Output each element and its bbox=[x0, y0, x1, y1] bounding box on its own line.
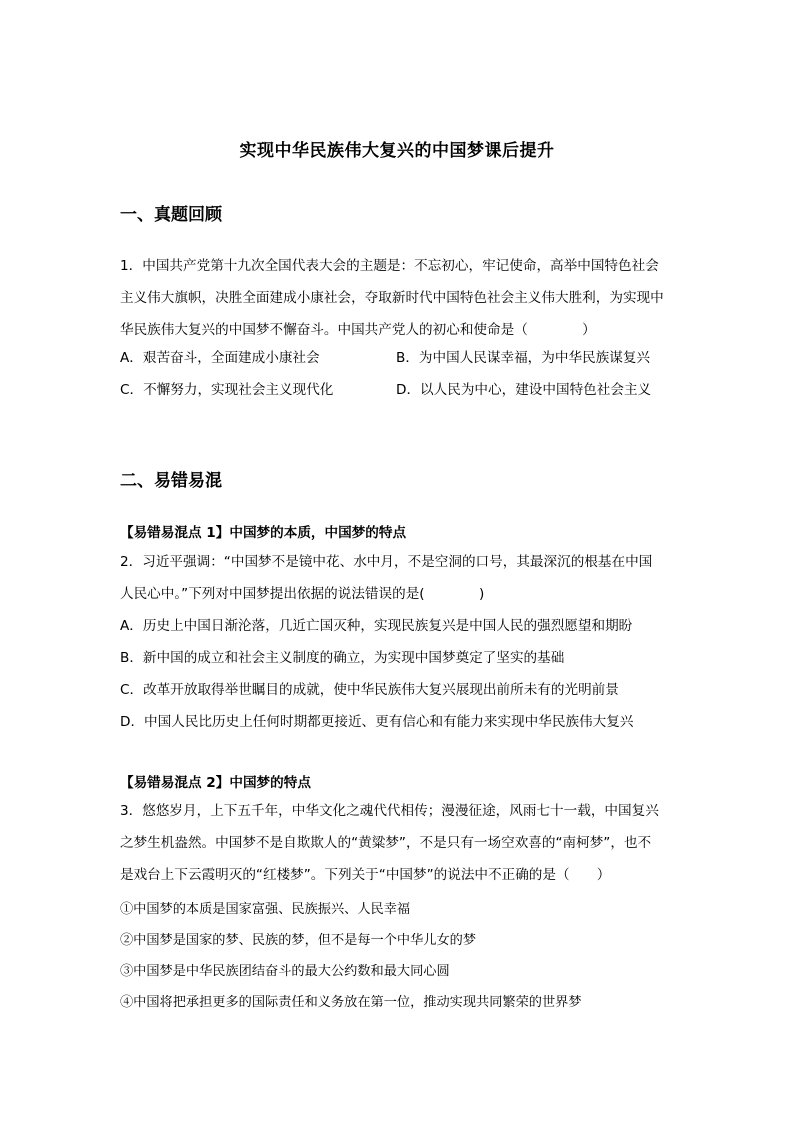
question-text-line: 3．悠悠岁月，上下五千年，中华文化之魂代代相传；漫漫征途，风雨七十一载，中国复兴 bbox=[120, 803, 659, 819]
option-c: C．改革开放取得举世瞩目的成就，使中华民族伟大复兴展现出前所未有的光明前景 bbox=[120, 682, 619, 698]
question-1-options-row-1 bbox=[120, 342, 680, 374]
question-1-options-row-2 bbox=[120, 374, 680, 406]
mistake-point-2-heading: 【易错易混点 2】中国梦的特点 bbox=[120, 775, 311, 791]
question-2 bbox=[120, 546, 680, 738]
question-1-stem bbox=[120, 250, 680, 346]
statement-1: ①中国梦的本质是国家富强、民族振兴、人民幸福 bbox=[120, 902, 411, 917]
question-text-line: 是戏台上下云霞明灭的“红楼梦”。下列关于“中国梦”的说法中不正确的是（ ） bbox=[120, 867, 611, 883]
question-3-stem bbox=[120, 795, 680, 891]
option-a: A．艰苦奋斗，全面建成小康社会 bbox=[120, 350, 320, 366]
statement-2: ②中国梦是国家的梦、民族的梦，但不是每一个中华儿女的梦 bbox=[120, 933, 477, 948]
question-text-line: 华民族伟大复兴的中国梦不懈奋斗。中国共产党人的初心和使命是（ ） bbox=[120, 322, 596, 338]
option-b: B．为中国人民谋幸福，为中华民族谋复兴 bbox=[396, 350, 651, 366]
question-text-line: 之梦生机盎然。中国梦不是自欺欺人的“黄粱梦”，不是只有一场空欢喜的“南柯梦”，也不 bbox=[120, 835, 652, 851]
mistake-point-1-heading: 【易错易混点 1】中国梦的本质，中国梦的特点 bbox=[120, 525, 407, 541]
question-text-line: 人民心中。”下列对中国梦提出依据的说法错误的是( ) bbox=[120, 586, 485, 602]
option-a: A．历史上中国日渐沦落，几近亡国灭种，实现民族复兴是中国人民的强烈愿望和期盼 bbox=[120, 618, 633, 634]
option-c: C．不懈努力，实现社会主义现代化 bbox=[120, 382, 334, 398]
document-title: 实现中华民族伟大复兴的中国梦课后提升 bbox=[239, 141, 555, 161]
question-text-line: 主义伟大旗帜，决胜全面建成小康社会，夺取新时代中国特色社会主义伟大胜利，为实现中 bbox=[120, 290, 664, 306]
statement-4: ④中国将把承担更多的国际责任和义务放在第一位，推动实现共同繁荣的世界梦 bbox=[120, 995, 582, 1010]
option-d: D．以人民为中心，建设中国特色社会主义 bbox=[396, 382, 652, 398]
option-d: D．中国人民比历史上任何时期都更接近、更有信心和有能力来实现中华民族伟大复兴 bbox=[120, 714, 634, 730]
question-text-line: 1．中国共产党第十九次全国代表大会的主题是：不忘初心，牢记使命，高举中国特色社会 bbox=[120, 258, 659, 274]
question-text-line: 2．习近平强调：“中国梦不是镜中花、水中月，不是空洞的口号，其最深沉的根基在中国 bbox=[120, 554, 653, 570]
section-heading-review: 一、真题回顾 bbox=[120, 205, 222, 225]
option-b: B．新中国的成立和社会主义制度的确立，为实现中国梦奠定了坚实的基础 bbox=[120, 650, 565, 666]
statement-3: ③中国梦是中华民族团结奋斗的最大公约数和最大同心圆 bbox=[120, 964, 450, 979]
section-heading-mistakes: 二、易错易混 bbox=[120, 471, 222, 491]
